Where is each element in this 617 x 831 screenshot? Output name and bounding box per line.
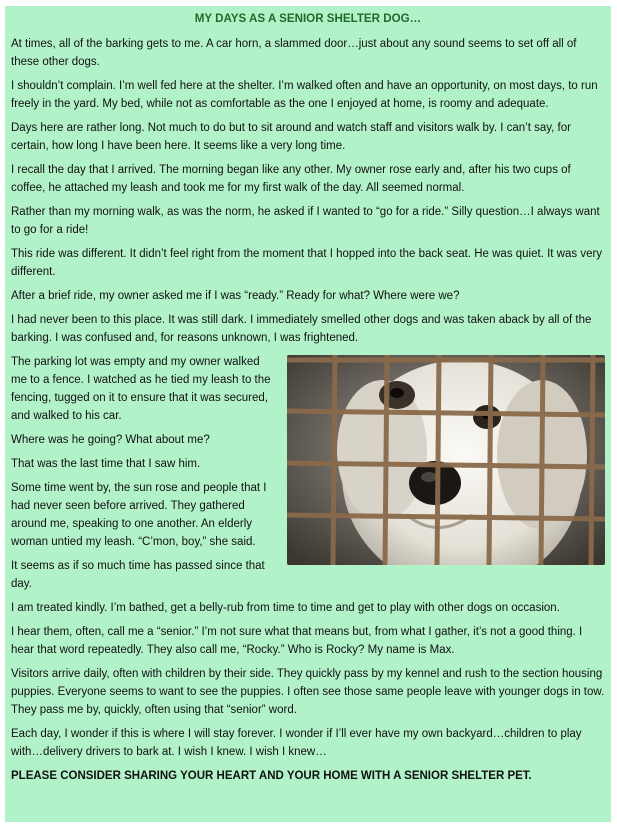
paragraph-2: I shouldn’t complain. I’m well fed here at the shelter. I’m walked often and have an opportunity, on most days, to run freely in the yard. My bed, while not as comfortable as the one I enjoyed at home, is roomy and adequate.	[11, 80, 598, 110]
page	[5, 6, 611, 822]
paragraph-10: Where was he going? What about me?	[11, 434, 210, 446]
paragraph-6: This ride was different. It didn’t feel right from the moment that I hopped into the back seat. He was quiet. It was very different.	[11, 248, 603, 278]
paragraph-4: I recall the day that I arrived. The morning began like any other. My owner rose early and, after his two cups of coffee, he attached my leash and took me for my first walk of the day. All seemed normal.	[11, 164, 571, 194]
page-title: MY DAYS AS A SENIOR SHELTER DOG…	[194, 12, 422, 25]
paragraph-15: I hear them, often, call me a “senior.” I’m not sure what that means but, from what I gather, it’s not a good thing. I hear that word repeatedly. They also call me, “Rocky.” Who is Rocky? My name is Max.	[11, 626, 583, 656]
paragraph-5: Rather than my morning walk, as was the norm, he asked if I wanted to “go for a ride.” Silly question…I always want to go for a ride!	[11, 206, 600, 236]
paragraph-9: The parking lot was empty and my owner walked me to a fence. I watched as he tied my leash to the fencing, tugged on it to ensure that it was secured, and walked to his car.	[11, 356, 271, 422]
paragraph-8: I had never been to this place. It was still dark. I immediately smelled other dogs and was taken aback by all of the barking. I was confused and, for reasons unknown, I was frightened.	[11, 314, 592, 344]
paragraph-12: Some time went by, the sun rose and people that I had never seen before arrived. They gathered around me, speaking to one another. An elderly woman untied my leash. “C’mon, boy,” she said.	[11, 482, 267, 548]
paragraph-11: That was the last time that I saw him.	[11, 458, 201, 470]
paragraph-14: I am treated kindly. I’m bathed, get a belly-rub from time to time and get to play with other dogs on occasion.	[11, 602, 560, 614]
paragraph-13: It seems as if so much time has passed since that day.	[11, 560, 265, 590]
paragraph-7: After a brief ride, my owner asked me if I was “ready.” Ready for what? Where were we?	[11, 290, 460, 302]
paragraph-1: At times, all of the barking gets to me. A car horn, a slammed door…just about any sound seems to set off all of these other dogs.	[11, 38, 577, 68]
paragraph-16: Visitors arrive daily, often with children by their side. They quickly pass by my kennel and rush to the section housing puppies. Everyone seems to want to see the puppies. I often see those same people leave with younger dogs in tow. They pass me by, quickly, often using that “senior” word.	[11, 668, 605, 716]
paragraph-3: Days here are rather long. Not much to do but to sit around and watch staff and visitors walk by. I can’t say, for certain, how long I have been here. It seems like a very long time.	[11, 122, 571, 152]
dog-behind-fence-photo	[287, 355, 605, 565]
paragraph-17: Each day, I wonder if this is where I will stay forever. I wonder if I’ll ever have my own backyard…children to play with…delivery drivers to bark at. I wish I knew. I wish I knew…	[11, 728, 582, 758]
closing-message: PLEASE CONSIDER SHARING YOUR HEART AND YOUR HOME WITH A SENIOR SHELTER PET.	[11, 770, 532, 782]
